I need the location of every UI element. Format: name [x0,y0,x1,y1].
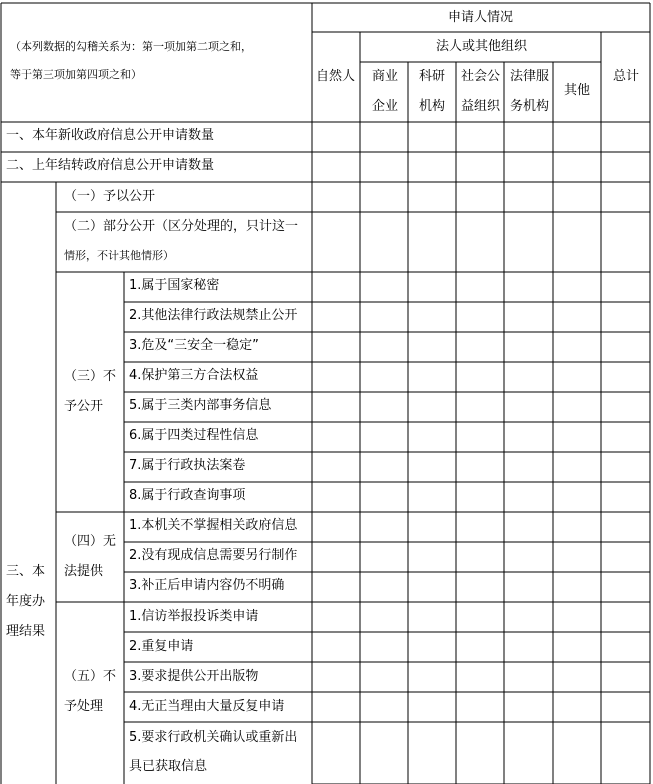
section-partial-1: （二）部分公开（区分处理的，只计这一 [64,219,299,234]
section-not-disclosed-2: 予公开 [64,399,104,414]
item-not-processed-2: 2.重复申请 [129,639,194,654]
note-line-1: （本列数据的勾稽关系为：第一项加第二项之和， [10,40,252,53]
row-carried-over: 二、上年结转政府信息公开申请数量 [6,158,215,173]
results-label-2: 年度办 [6,594,46,609]
legal-service-header-2: 务机构 [510,99,550,114]
commercial-header-2: 企业 [372,99,399,114]
results-label-3: 理结果 [6,624,46,639]
item-not-disclosed-5: 5.属于三类内部事务信息 [129,398,272,413]
item-not-processed-3: 3.要求提供公开出版物 [129,669,259,684]
row-new-requests: 一、本年新收政府信息公开申请数量 [6,128,215,143]
social-welfare-header-2: 益组织 [461,99,501,114]
other-header: 其他 [564,83,591,98]
section-not-processed-1: （五）不 [64,669,117,684]
research-header-1: 科研 [419,69,446,84]
section-partial-2: 情形，不计其他情形） [64,249,174,262]
item-not-disclosed-3: 3.危及“三安全一稳定” [129,338,259,353]
item-unable-3: 3.补正后申请内容仍不明确 [129,578,285,593]
section-unable-2: 法提供 [64,564,104,579]
section-not-disclosed-1: （三）不 [64,369,117,384]
legal-person-group-header: 法人或其他组织 [436,39,528,54]
item-unable-1: 1.本机关不掌握相关政府信息 [129,518,298,533]
natural-person-header: 自然人 [316,69,356,84]
results-label-1: 三、本 [6,564,46,579]
section-unable-1: （四）无 [64,534,117,549]
item-not-processed-4: 4.无正当理由大量反复申请 [129,699,285,714]
item-not-processed-5-cont: 具已获取信息 [129,759,208,774]
social-welfare-header-1: 社会公 [461,69,501,84]
item-not-disclosed-4: 4.保护第三方合法权益 [129,368,259,383]
item-not-disclosed-1: 1.属于国家秘密 [129,278,220,293]
section-not-processed-2: 予处理 [64,699,104,714]
item-unable-2: 2.没有现成信息需要另行制作 [129,548,298,563]
note-line-2: 等于第三项加第四项之和） [10,68,142,81]
legal-service-header-1: 法律服 [510,69,550,84]
item-not-disclosed-2: 2.其他法律行政法规禁止公开 [129,308,298,323]
item-not-processed-5: 5.要求行政机关确认或重新出 [129,730,298,745]
item-not-processed-1: 1.信访举报投诉类申请 [129,609,259,624]
item-not-disclosed-6: 6.属于四类过程性信息 [129,428,259,443]
item-not-disclosed-7: 7.属于行政执法案卷 [129,458,246,473]
item-not-disclosed-8: 8.属于行政查询事项 [129,488,246,503]
section-grant: （一）予以公开 [64,189,156,204]
total-header: 总计 [613,69,640,84]
applicant-situation-header: 申请人情况 [448,10,514,25]
research-header-2: 机构 [419,99,446,114]
commercial-header-1: 商业 [372,69,399,84]
